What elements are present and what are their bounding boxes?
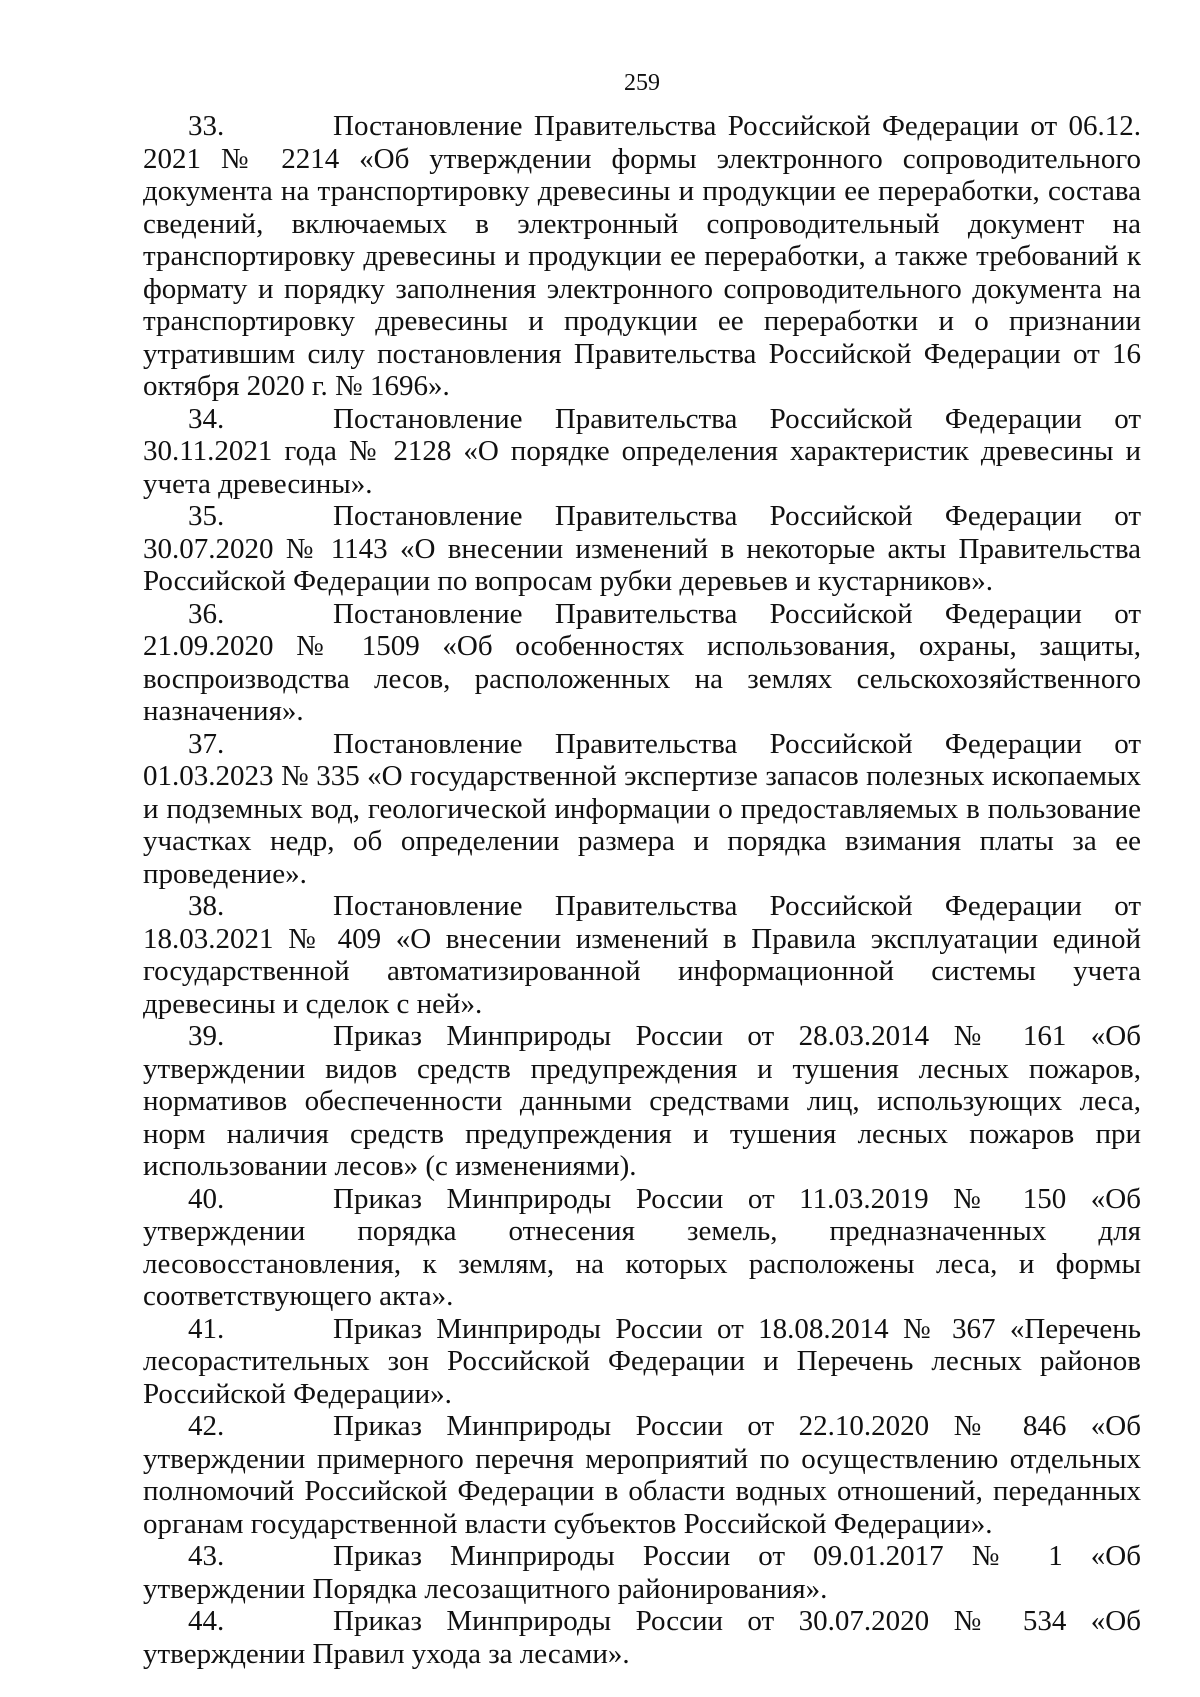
- item-number: 44.: [188, 1605, 225, 1637]
- document-page: [143, 66, 1141, 1670]
- item-text: Постановление Правительства Российской Федерации от 30.11.2021 года № 2128 «О порядке определения характеристик древесины и учета древесины».: [143, 402, 1141, 500]
- list-item: [143, 403, 1141, 501]
- list-item: [143, 598, 1141, 728]
- list-item: [143, 728, 1141, 891]
- item-text: Постановление Правительства Российской Федерации от 30.07.2020 № 1143 «О внесении изменений в некоторые акты Правительства Российской Федерации по вопросам рубки деревьев и кустарников».: [143, 500, 1141, 597]
- item-text: Приказ Минприроды России от 09.01.2017 № 1 «Об утверждении Порядка лесозащитного районирования».: [143, 1540, 1141, 1605]
- item-text: Приказ Минприроды России от 18.08.2014 № 367 «Перечень лесорастительных зон Российской Федерации и Перечень лесных районов Российской Федерации».: [143, 1312, 1141, 1410]
- item-text: Постановление Правительства Российской Федерации от 01.03.2023 № 335 «О государственной экспертизе запасов полезных ископаемых и подземных вод, геологической информации о предоставляемых в пользование участках недр, об определении размера и порядка взимания платы за ее проведение».: [143, 727, 1141, 890]
- item-number: 36.: [188, 597, 225, 630]
- item-number: 40.: [188, 1182, 225, 1215]
- item-number: 33.: [188, 110, 225, 142]
- list-item: [143, 1540, 1141, 1605]
- item-number: 42.: [188, 1410, 225, 1442]
- item-number: 41.: [188, 1312, 225, 1345]
- item-text: Приказ Минприроды России от 22.10.2020 № 846 «Об утверждении примерного перечня мероприятий по осуществлению отдельных полномочий Российской Федерации в области водных отношений, переданных органам государственной власти субъектов Российской Федерации».: [143, 1410, 1141, 1540]
- item-text: Приказ Минприроды России от 11.03.2019 № 150 «Об утверждении порядка отнесения земель, предназначенных для лесовосстановления, к землям, на которых расположены леса, и формы соответствующего акта».: [143, 1182, 1141, 1312]
- page-number: 259: [624, 70, 660, 96]
- item-number: 38.: [188, 890, 225, 922]
- item-number: 43.: [188, 1540, 225, 1572]
- item-text: Постановление Правительства Российской Федерации от 06.12. 2021 № 2214 «Об утверждении формы электронного сопроводительного документа на транспортировку древесины и продукции ее переработки, состава сведений, включаемых в электронный сопроводительный документ на транспортировку древесины и продукции ее переработки, а также требований к формату и порядку заполнения электронного сопроводительного документа на транспортировку древесины и продукции ее переработки и о признании утратившим силу постановления Правительства Российской Федерации от 16 октября 2020 г. № 1696».: [143, 110, 1141, 402]
- list-item: [143, 500, 1141, 598]
- item-text: Приказ Минприроды России от 28.03.2014 № 161 «Об утверждении видов средств предупреждения и тушения лесных пожаров, нормативов обеспеченности данными средствами лиц, использующих леса, норм наличия средств предупреждения и тушения лесных пожаров при использовании лесов» (с изменениями).: [143, 1020, 1141, 1182]
- list-item: [143, 1410, 1141, 1540]
- item-text: Приказ Минприроды России от 30.07.2020 № 534 «Об утверждении Правил ухода за лесами».: [143, 1605, 1141, 1670]
- item-number: 39.: [188, 1020, 225, 1052]
- list-item: [143, 1605, 1141, 1670]
- list-item: [143, 1313, 1141, 1411]
- item-number: 35.: [188, 500, 225, 532]
- item-number: 34.: [188, 402, 225, 435]
- list-item: [143, 890, 1141, 1020]
- item-number: 37.: [188, 727, 225, 760]
- list-item: [143, 1020, 1141, 1183]
- list-item: [143, 1183, 1141, 1313]
- item-text: Постановление Правительства Российской Федерации от 21.09.2020 № 1509 «Об особенностях использования, охраны, защиты, воспроизводства лесов, расположенных на землях сельскохозяйственного назначения».: [143, 597, 1141, 727]
- item-text: Постановление Правительства Российской Федерации от 18.03.2021 № 409 «О внесении изменений в Правила эксплуатации единой государственной автоматизированной информационной системы учета древесины и сделок с ней».: [143, 890, 1141, 1020]
- list-item: [143, 110, 1141, 403]
